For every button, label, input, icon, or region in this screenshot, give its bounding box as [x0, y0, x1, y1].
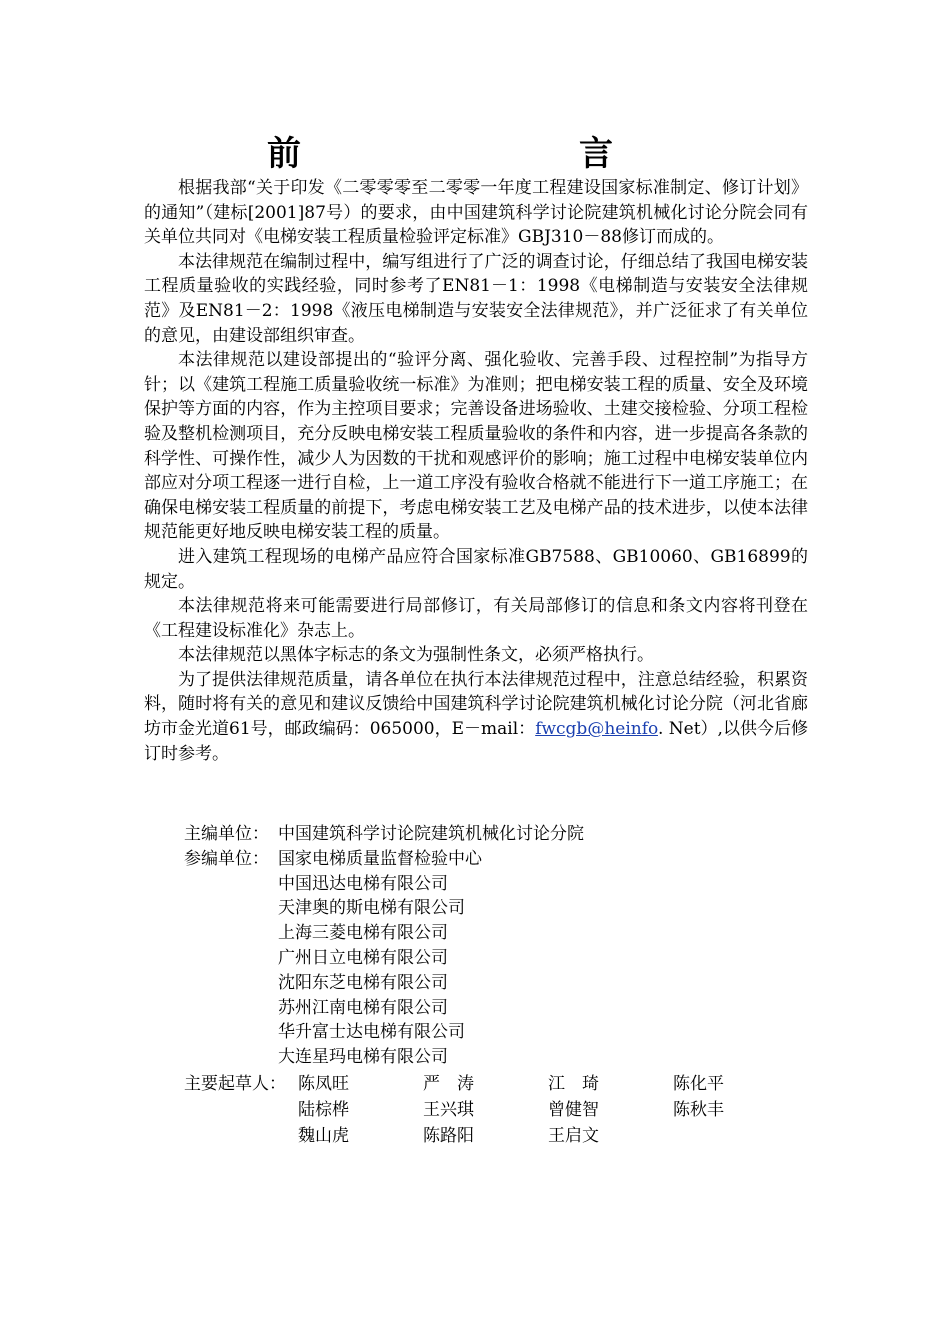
- chief-unit-label: 主编单位：: [184, 824, 269, 844]
- participating-unit-name: 沈阳东芝电梯有限公司: [278, 972, 448, 993]
- paragraph-3: 本法律规范以建设部提出的“验评分离、强化验收、完善手段、过程控制”为指导方针；以《建筑工程施工质量验收统一标准》为准则；把电梯安装工程的质量、安全及环境保护等方面的内容，作为主控项目要求；完善设备进场验收、土建交接检验、分项工程检验及整机检测项目，充分反映电梯安装工程质量验收的条件和内容，进一步提高各条款的科学性、可操作性，减少人为因数的干扰和观感评价的影响；施工过程中电梯安装单位内部应对分项工程逐一进行自检，上一道工序没有验收合格就不能进行下一道工序施工；在确保电梯安装工程质量的前提下，考虑电梯安装工艺及电梯产品的技术进步，以使本法律规范能更好地反映电梯安装工程的质量。: [144, 350, 808, 543]
- participating-unit-row: [184, 1020, 584, 1045]
- feedback-tail: . Net）,以供今后修订时参考。: [144, 719, 808, 764]
- participating-unit-name: 苏州江南电梯有限公司: [278, 997, 448, 1018]
- chief-unit-name: 中国建筑科学讨论院建筑机械化讨论分院: [278, 824, 584, 844]
- drafters-row: [184, 1123, 798, 1149]
- participating-unit-row: [184, 896, 584, 921]
- drafter-name: 陈凤旺: [298, 1074, 349, 1094]
- email-link[interactable]: fwcgb@heinfo: [535, 719, 658, 740]
- drafters-section: [184, 1071, 798, 1149]
- participating-unit-label: 参编单位：: [184, 848, 269, 869]
- drafter-name: 严 涛: [423, 1074, 474, 1094]
- feedback-text: 为了提供法律规范质量，请各单位在执行本法律规范过程中，注意总结经验，积累资料，随时将有关的意见和建议反馈给中国建筑科学讨论院建筑机械化讨论分院（河北省廊坊市金光道61号，邮政编码：065000，E－mail：: [144, 669, 808, 740]
- participating-unit-name: 大连星玛电梯有限公司: [278, 1047, 448, 1068]
- participating-unit-row: [184, 996, 584, 1021]
- drafter-name: 王启文: [548, 1126, 599, 1146]
- drafter-name: 王兴琪: [423, 1100, 474, 1120]
- participating-unit-row: [184, 847, 584, 872]
- paragraph-6: 本法律规范以黑体字标志的条文为强制性条文，必须严格执行。: [178, 645, 654, 666]
- drafter-name: 江 琦: [548, 1074, 599, 1094]
- units-section: [184, 822, 584, 1070]
- drafter-name: 曾健智: [548, 1100, 599, 1120]
- participating-unit-row: [184, 971, 584, 996]
- participating-unit-name: 广州日立电梯有限公司: [278, 947, 448, 968]
- chief-unit-row: [184, 822, 584, 847]
- participating-unit-name: 天津奥的斯电梯有限公司: [278, 898, 465, 919]
- participating-unit-name: 上海三菱电梯有限公司: [278, 923, 448, 944]
- drafters-row: [184, 1097, 798, 1123]
- participating-unit-name: 华升富士达电梯有限公司: [278, 1022, 465, 1043]
- drafters-label: 主要起草人：: [184, 1074, 286, 1094]
- drafter-name: 陈秋丰: [673, 1100, 724, 1120]
- paragraph-2: 本法律规范在编制过程中，编写组进行了广泛的调查讨论，仔细总结了我国电梯安装工程质量验收的实践经验，同时参考了EN81－1：1998《电梯制造与安装安全法律规范》及EN81－2：1998《液压电梯制造与安装安全法律规范》，并广泛征求了有关单位的意见，由建设部组织审查。: [144, 251, 808, 346]
- drafters-row: [184, 1071, 798, 1097]
- drafter-name: 陆棕桦: [298, 1100, 349, 1120]
- participating-unit-name: 中国迅达电梯有限公司: [278, 873, 448, 894]
- preface-body: [144, 176, 808, 766]
- participating-unit-name: 国家电梯质量监督检验中心: [278, 848, 482, 869]
- page-title: 前 言: [267, 134, 683, 174]
- participating-unit-row: [184, 872, 584, 897]
- paragraph-4: 进入建筑工程现场的电梯产品应符合国家标准GB7588、GB10060、GB16899的规定。: [144, 546, 808, 592]
- participating-unit-row: [184, 921, 584, 946]
- participating-unit-row: [184, 1045, 584, 1070]
- participating-unit-row: [184, 946, 584, 971]
- drafter-name: 魏山虎: [298, 1126, 349, 1146]
- drafter-name: 陈化平: [673, 1074, 724, 1094]
- paragraph-5: 本法律规范将来可能需要进行局部修订，有关局部修订的信息和条文内容将刊登在《工程建设标准化》杂志上。: [144, 596, 808, 641]
- paragraph-1: 根据我部“关于印发《二零零零至二零零一年度工程建设国家标准制定、修订计划》的通知”（建标[2001]87号）的要求，由中国建筑科学讨论院建筑机械化讨论分院会同有关单位共同对《电梯安装工程质量检验评定标准》GBJ310－88修订而成的。: [144, 178, 808, 248]
- drafter-name: 陈路阳: [423, 1126, 474, 1146]
- paragraph-feedback: [144, 668, 808, 766]
